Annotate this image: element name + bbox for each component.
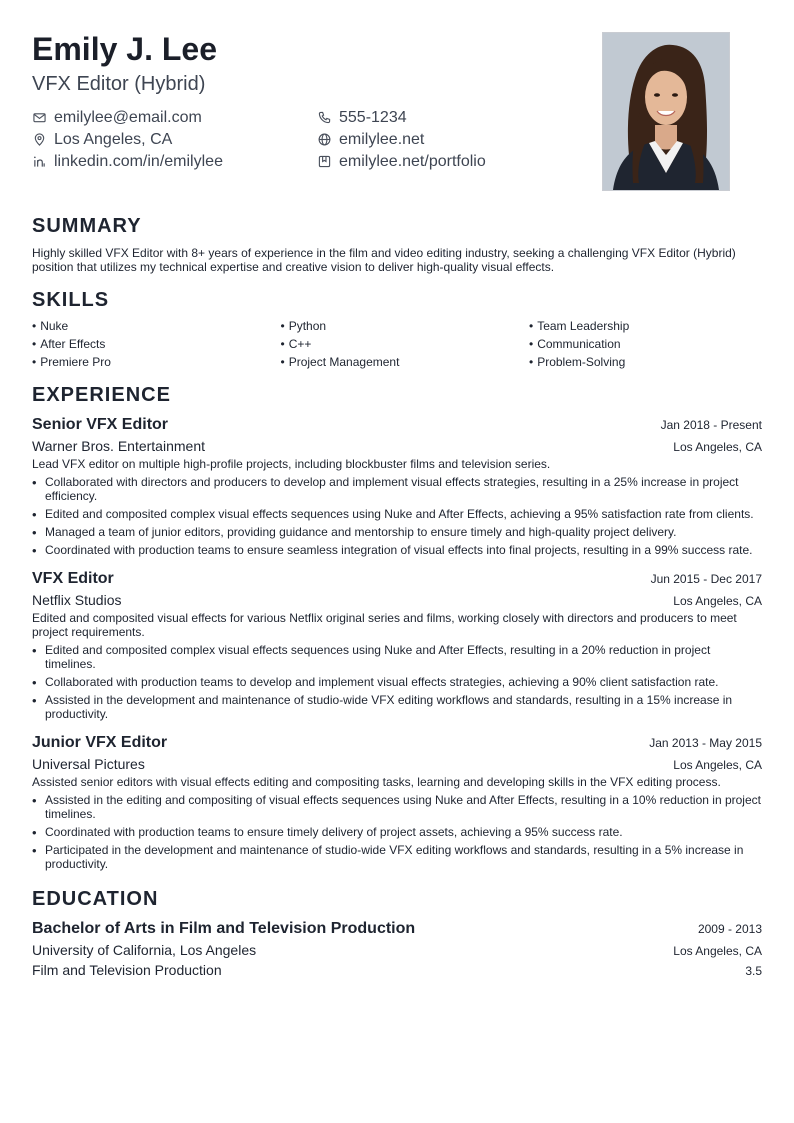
summary-text: Highly skilled VFX Editor with 8+ years of experience in the film and video editing industry, seeking a challenging VFX Editor (Hybrid) position that utilizes my technical expertise and creative vision to deliver high-quality visual effects. (32, 246, 736, 274)
map-pin-icon (32, 133, 46, 147)
globe-icon (317, 133, 331, 147)
job-bullet: • Coordinated with production teams to ensure timely delivery of project assets, achieving a 95% success rate. (32, 825, 762, 839)
linkedin-icon (32, 155, 46, 169)
location-text: Los Angeles, CA (54, 131, 173, 148)
job-title: VFX Editor (32, 570, 114, 587)
skill-item: • C++ (280, 337, 312, 351)
website-text: emilylee.net (339, 131, 425, 148)
contact-list (32, 108, 592, 171)
skill-item: • Problem-Solving (529, 355, 626, 369)
linkedin-text: linkedin.com/in/emilylee (54, 153, 223, 170)
education-dates: 2009 - 2013 (697, 922, 762, 936)
job-entry (32, 733, 762, 871)
skills-grid (32, 319, 762, 369)
job-title: Senior VFX Editor (32, 416, 169, 433)
contact-phone[interactable] (317, 108, 592, 127)
skill-item: • Python (280, 319, 327, 333)
job-description: Edited and composited visual effects for various Netflix original series and films, working closely with directors and producers to meet project requirements. (32, 611, 737, 639)
portfolio-icon (317, 155, 331, 169)
contact-location (32, 130, 317, 149)
job-company: Warner Bros. Entertainment (32, 438, 205, 454)
job-company: Universal Pictures (32, 756, 145, 772)
contact-linkedin[interactable] (32, 152, 317, 171)
skill-item: • After Effects (32, 337, 106, 351)
job-entry (32, 569, 762, 721)
job-bullet: • Managed a team of junior editors, providing guidance and mentorship to ensure timely and high-quality project delivery. (32, 525, 762, 539)
experience-section (32, 383, 762, 871)
field-of-study: Film and Television Production (32, 962, 222, 978)
job-company: Netflix Studios (32, 592, 122, 608)
contact-website[interactable] (317, 130, 592, 149)
job-bullet: • Collaborated with directors and producers to develop and implement visual effects strategies, resulting in a 25% increase in project efficiency. (32, 475, 762, 503)
profile-photo (602, 32, 730, 191)
job-bullet: • Coordinated with production teams to ensure seamless integration of visual effects into final projects, resulting in a 99% success rate. (32, 543, 762, 557)
education-section (32, 887, 762, 979)
email-text: emilylee@email.com (54, 109, 202, 126)
degree-name: Bachelor of Arts in Film and Television Production (32, 920, 416, 937)
gpa-value: 3.5 (745, 964, 762, 978)
job-bullet: • Edited and composited complex visual effects sequences using Nuke and After Effects, achieving a 95% satisfaction rate from clients. (32, 507, 762, 521)
contact-email[interactable] (32, 108, 317, 127)
job-title: Junior VFX Editor (32, 734, 168, 751)
skill-item: • Team Leadership (529, 319, 630, 333)
job-dates: Jun 2015 - Dec 2017 (650, 572, 762, 586)
job-dates: Jan 2013 - May 2015 (649, 736, 762, 750)
phone-icon (317, 111, 331, 125)
skill-item: • Project Management (280, 355, 400, 369)
school-location: Los Angeles, CA (673, 944, 762, 958)
job-dates: Jan 2018 - Present (660, 418, 762, 432)
candidate-name: Emily J. Lee (32, 31, 217, 67)
summary-title: SUMMARY (32, 215, 142, 237)
summary-section (32, 214, 762, 274)
mail-icon (32, 111, 46, 125)
job-bullet: • Collaborated with production teams to develop and implement visual effects strategies, achieving a 90% client satisfaction rate. (32, 675, 762, 689)
school-name: University of California, Los Angeles (32, 942, 257, 958)
phone-text: 555-1234 (339, 109, 407, 126)
candidate-role: VFX Editor (Hybrid) (32, 73, 206, 95)
education-title: EDUCATION (32, 888, 159, 910)
skill-item: • Premiere Pro (32, 355, 111, 369)
portfolio-text: emilylee.net/portfolio (339, 153, 486, 170)
skills-section (32, 288, 762, 369)
job-location: Los Angeles, CA (673, 440, 762, 454)
job-bullets (32, 475, 762, 557)
job-bullet: • Participated in the development and maintenance of studio-wide VFX editing workflows and standards, resulting in a 5% increase in productivity. (32, 843, 762, 871)
job-bullets (32, 643, 762, 721)
job-entry (32, 415, 762, 557)
experience-title: EXPERIENCE (32, 384, 171, 406)
education-entry (32, 919, 762, 979)
job-location: Los Angeles, CA (673, 758, 762, 772)
contact-portfolio[interactable] (317, 152, 592, 171)
job-bullet: • Assisted in the editing and compositing of visual effects sequences using Nuke and After Effects, resulting in a 10% reduction in project timelines. (32, 793, 762, 821)
job-bullet: • Assisted in the development and maintenance of studio-wide VFX editing workflows and standards, resulting in a 15% increase in productivity. (32, 693, 762, 721)
job-bullet: • Edited and composited complex visual effects sequences using Nuke and After Effects, resulting in a 20% reduction in project timelines. (32, 643, 762, 671)
job-location: Los Angeles, CA (673, 594, 762, 608)
skill-item: • Communication (529, 337, 621, 351)
resume-header (32, 30, 762, 198)
skills-title: SKILLS (32, 289, 110, 311)
job-description: Lead VFX editor on multiple high-profile projects, including blockbuster films and television series. (32, 457, 551, 471)
job-bullets (32, 793, 762, 871)
skill-item: • Nuke (32, 319, 69, 333)
job-description: Assisted senior editors with visual effects editing and compositing tasks, learning and developing skills in the VFX editing process. (32, 775, 721, 789)
